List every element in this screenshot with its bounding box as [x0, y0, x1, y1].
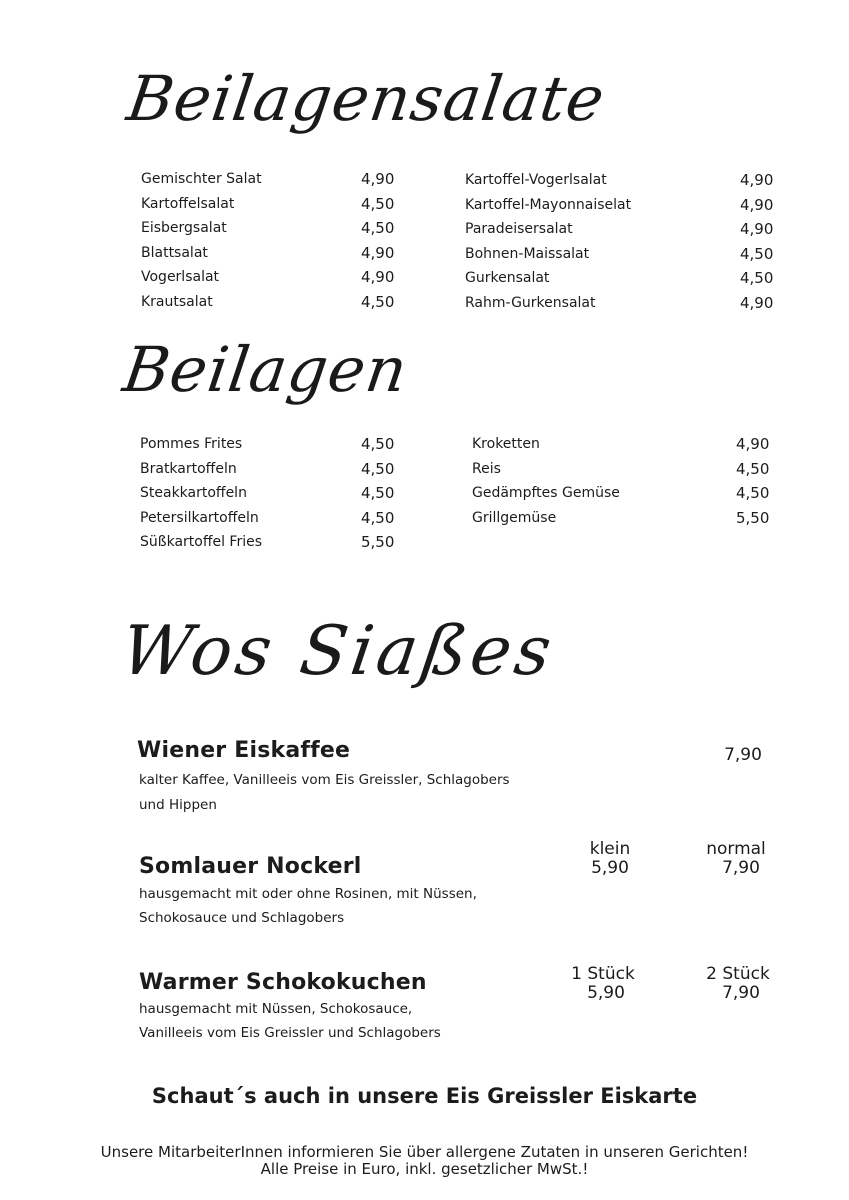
list-item — [141, 192, 401, 217]
sides-list-right — [472, 432, 782, 530]
eiskarte-reference: Schaut´s auch in unsere Eis Greissler Eiskarte — [151, 1084, 698, 1108]
dessert-description: und Hippen — [139, 797, 217, 813]
list-item — [465, 266, 785, 291]
item-name: Gemischter Salat — [141, 171, 262, 187]
option-price: 7,90 — [722, 983, 760, 1003]
item-name: Steakkartoffeln — [140, 485, 247, 501]
list-item — [140, 506, 400, 531]
list-item — [465, 168, 785, 193]
item-price: 4,90 — [361, 170, 395, 188]
option-label: klein — [589, 839, 631, 859]
list-item — [141, 290, 401, 315]
item-name: Grillgemüse — [472, 509, 557, 526]
item-price: 4,50 — [736, 459, 770, 478]
list-item — [140, 432, 400, 457]
list-item — [472, 432, 782, 457]
section-title-beilagen: Beilagen — [118, 333, 413, 406]
item-name: Krautsalat — [141, 293, 213, 310]
item-price: 4,50 — [740, 244, 774, 263]
section-title-beilagensalate: Beilagensalate — [122, 62, 610, 135]
salad-list-right — [465, 168, 785, 315]
item-price: 4,90 — [740, 293, 774, 312]
item-price: 4,90 — [361, 243, 395, 262]
item-name: Petersilkartoffeln — [140, 509, 259, 526]
item-name: Eisbergsalat — [141, 220, 227, 236]
list-item — [472, 457, 782, 482]
item-price: 4,50 — [740, 269, 774, 287]
sides-list-left — [140, 432, 400, 555]
option-label: 2 Stück — [706, 964, 770, 984]
item-name: Bohnen-Maissalat — [465, 245, 590, 262]
option-label: normal — [706, 839, 766, 859]
dessert-price: 7,90 — [724, 745, 762, 765]
dessert-description: hausgemacht mit oder ohne Rosinen, mit Nüssen, — [139, 886, 477, 902]
list-item — [140, 481, 400, 506]
item-price: 4,90 — [740, 220, 774, 238]
list-item — [465, 291, 785, 316]
item-name: Paradeisersalat — [465, 221, 573, 237]
option-label: 1 Stück — [571, 964, 635, 984]
item-name: Kartoffelsalat — [141, 195, 235, 212]
item-price: 4,50 — [361, 484, 395, 502]
item-name: Bratkartoffeln — [140, 460, 237, 477]
dessert-title: Warmer Schokokuchen — [139, 970, 427, 995]
item-price: 4,90 — [736, 435, 770, 453]
item-name: Süßkartoffel Fries — [140, 534, 263, 550]
item-name: Vogerlsalat — [141, 269, 220, 285]
list-item — [141, 241, 401, 266]
list-item — [140, 530, 400, 555]
list-item — [141, 167, 401, 192]
dessert-title: Somlauer Nockerl — [139, 854, 362, 879]
item-price: 4,50 — [361, 194, 395, 213]
dessert-description: Vanilleeis vom Eis Greissler und Schlagobers — [139, 1025, 441, 1041]
item-price: 4,90 — [740, 195, 774, 214]
item-price: 4,50 — [361, 219, 395, 237]
dessert-title: Wiener Eiskaffee — [137, 738, 351, 763]
item-name: Gedämpftes Gemüse — [472, 485, 620, 501]
list-item — [465, 193, 785, 218]
list-item — [465, 242, 785, 267]
item-name: Kartoffel-Mayonnaiselat — [465, 196, 632, 213]
item-name: Blattsalat — [141, 244, 208, 261]
item-name: Kartoffel-Vogerlsalat — [465, 172, 607, 188]
item-price: 4,90 — [361, 268, 395, 286]
salad-list-left — [141, 167, 401, 314]
item-price: 4,50 — [736, 484, 770, 502]
list-item — [141, 216, 401, 241]
item-name: Pommes Frites — [140, 436, 243, 452]
item-name: Gurkensalat — [465, 270, 550, 286]
section-title-desserts: Wos Siaßes — [116, 612, 560, 691]
list-item — [465, 217, 785, 242]
list-item — [140, 457, 400, 482]
dessert-description: kalter Kaffee, Vanilleeis vom Eis Greissler, Schlagobers — [139, 772, 510, 788]
option-price: 7,90 — [722, 858, 760, 878]
price-note: Alle Preise in Euro, inkl. gesetzlicher MwSt.! — [260, 1160, 589, 1178]
item-price: 4,50 — [361, 435, 395, 453]
list-item — [472, 481, 782, 506]
option-price: 5,90 — [587, 983, 625, 1003]
item-name: Rahm-Gurkensalat — [465, 294, 596, 311]
dessert-description: Schokosauce und Schlagobers — [139, 910, 345, 926]
dessert-description: hausgemacht mit Nüssen, Schokosauce, — [139, 1001, 413, 1017]
item-price: 4,50 — [361, 508, 395, 527]
item-price: 4,50 — [361, 459, 395, 478]
item-price: 5,50 — [736, 508, 770, 527]
list-item — [141, 265, 401, 290]
item-name: Reis — [472, 460, 501, 477]
list-item — [472, 506, 782, 531]
allergen-note: Unsere MitarbeiterInnen informieren Sie über allergene Zutaten in unseren Gerichten! — [100, 1143, 749, 1161]
item-name: Kroketten — [472, 436, 540, 452]
item-price: 5,50 — [361, 533, 395, 551]
item-price: 4,50 — [361, 292, 395, 311]
option-price: 5,90 — [591, 858, 629, 878]
item-price: 4,90 — [740, 171, 774, 189]
